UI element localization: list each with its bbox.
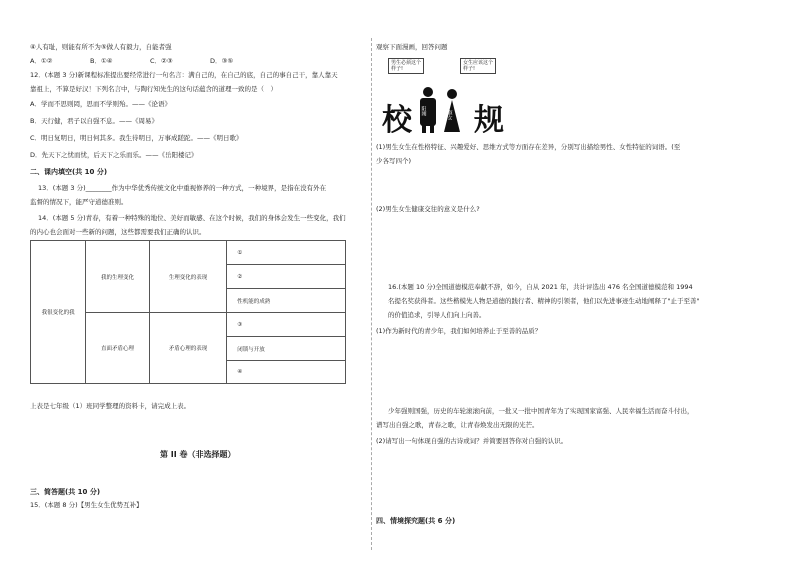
row-header: 我很变化的我 [31,241,86,384]
q12-stem-line1: 12．(本题 3 分)新课程标准提出要经常进行一句名言：满自己的，在自己的底，自己的事自己干，靠人靠天 [30,71,338,79]
q16-quote-line1: 少年强则国强，历史的车轮滚滚向前，一批又一批中国青年为了实现国家富强、人民幸福生活而奋斗付出， [388,407,694,415]
q11-option-c[interactable]: C．②③ [150,57,173,65]
q12-option-c[interactable]: C．明日复明日，明日何其多。我生待明日，万事成蹉跎。——《明日歌》 [30,134,243,142]
mind-heading-label: 直面矛盾心理 [86,313,149,384]
q14-line2: 的内心也会面对一些新的问题，这些都需要我们正确的认识。 [30,228,206,236]
body-change-label: 我的生理变化 [86,241,149,313]
table-caption: 上表是七年级（1）班同学整理的资料卡，请完成上表。 [30,402,191,410]
q15-2: (2)男生女生健康交往的意义是什么? [376,205,480,213]
q11-item4: ④人有耻，则能有所不为⑤做人有毅力，自能者强 [30,43,172,51]
part2-title: 第 II 卷（非选择题） [160,450,236,459]
q13-text: 13．(本题 3 分)________作为中华优秀传统文化中重视修养的一种方式，一种境界，是指在没有外在 [38,184,327,192]
q16-line1: 16.(本题 10 分)全国道德模范奉献不辞，如今，自从 2021 年，共计评选出 476 名全国道德模范和 1994 [388,283,693,291]
q14-line1: 14．(本题 5 分)青春，有着一种特殊的地位、美好而敏感、在这个时候，我们的身体会发生一些变化，我们 [38,214,346,222]
q12-stem-line2: 靠祖上，不算是好汉！下列名言中，与陶行知先生的这句话蕴含的道理一致的是（ ） [30,85,277,93]
q12-option-a[interactable]: A．学而不思则罔，思而不学则殆。——《论语》 [30,100,171,108]
section4-title: 四、情境探究题(共 6 分) [376,517,456,525]
column-divider [371,38,372,550]
blank-slot-1[interactable]: ① [227,241,346,265]
q11-option-b[interactable]: B．①④ [90,57,113,65]
body-label-right: 淑女 [446,110,453,120]
q15-1-line1: (1)男生女生在性格特征、兴趣爱好、思维方式等方面存在差异，分别写出描绘男性、女性特征的词语。(至 [376,143,681,151]
q16-line3: 的价值追求，引导人们向上向善。 [388,311,486,319]
sexual-maturity-cell: 性机能的成熟 [227,289,346,313]
q16-quote-line2: 谱写出自强之歌，青春之歌，让青春焕发出无限的光芒。 [376,421,539,429]
closed-open-cell: 闭锁与开放 [227,337,346,361]
q12-option-d[interactable]: D．先天下之忧而忧，后天下之乐而乐。——《岳阳楼记》 [30,151,198,159]
q11-option-d[interactable]: D．③⑤ [210,57,234,65]
blank-slot-3[interactable]: ③ [227,313,346,337]
body-sub-label: 生理变化的表现 [149,241,226,313]
info-card-table [30,240,346,384]
q13-line2: 监督的情况下，能严守道德准则。 [30,198,128,206]
blank-slot-2[interactable]: ② [227,265,346,289]
cartoon-char-right: 规 [474,103,504,133]
cartoon-illustration [380,58,510,133]
q15-1-line2: 少各写四个) [376,157,412,165]
q16-sub2: (2)请写出一句体现自强的古诗或词？并简要回答你对自强的认识。 [376,437,568,445]
section3-title: 三、简答题(共 10 分) [30,488,101,496]
q16-sub1: (1)作为新时代的青少年，我们如何培养止于至善的品质？ [376,327,542,335]
mind-sub-label: 矛盾心理的表现 [149,313,226,384]
q12-option-b[interactable]: B．天行健，君子以自强不息。——《周易》 [30,117,158,125]
speech-bubble-left: 男生必须这个样子! [388,58,424,74]
q15-text: 15．(本题 8 分)【男生女生优势互补】 [30,501,143,509]
cartoon-char-left: 校 [382,103,412,133]
blank-slot-4[interactable]: ④ [227,361,346,384]
speech-bubble-right: 女生应该这个样子! [460,58,496,74]
q16-line2: 名提名奖获得者。这些楷模先人物是道德的践行者、精神的引领者，他们以先进事迹生动地阐释了"止于至善" [388,297,700,305]
body-label-left: 阳刚 [420,106,427,116]
observe-instruction: 观察下面漫画，回答问题 [376,43,448,51]
q11-option-a[interactable]: A．①② [30,57,53,65]
section2-title: 二、课内填空(共 10 分) [30,168,108,176]
